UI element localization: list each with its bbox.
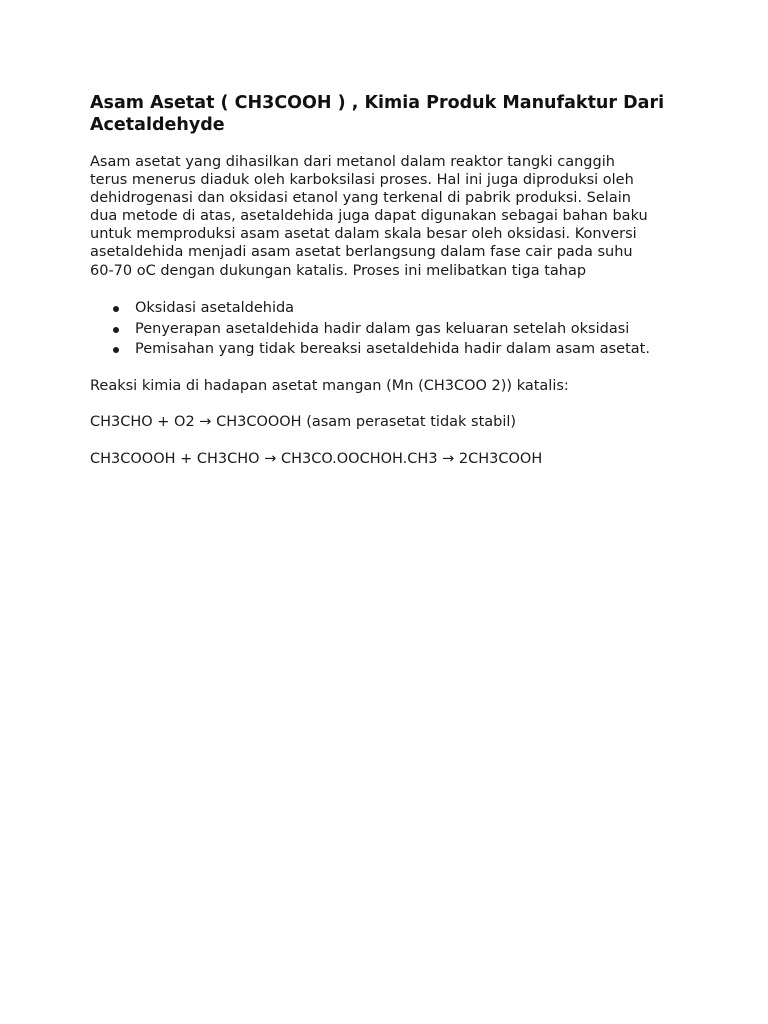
list-item-text: Pemisahan yang tidak bereaksi asetaldehida hadir dalam asam asetat. [135,341,650,357]
bullet-icon [113,306,119,312]
title-line: Acetaldehyde [90,115,225,135]
reaction-intro: Reaksi kimia di hadapan asetat mangan (Mn (CH3COO 2)) katalis: [90,378,569,394]
equation-1: CH3CHO + O2 → CH3COOOH (asam perasetat tidak stabil) [90,414,517,430]
process-steps-list [110,298,650,360]
list-item-text: Penyerapan asetaldehida hadir dalam gas keluaran setelah oksidasi [135,320,630,337]
paragraph-line: terus menerus diaduk oleh karboksilasi proses. Hal ini juga diproduksi oleh [90,172,634,189]
list-item-text: Oksidasi asetaldehida [135,300,295,316]
bullet-icon [113,327,119,333]
list-item [110,298,650,319]
title-line: Asam Asetat ( CH3COOH ) , Kimia Produk Manufaktur Dari [90,93,665,113]
paragraph-line: Asam asetat yang dihasilkan dari metanol dalam reaktor tangki canggih [90,154,615,170]
document-title [90,92,690,136]
list-item [110,319,650,340]
paragraph-line: 60-70 oC dengan dukungan katalis. Proses ini melibatkan tiga tahap [90,262,587,279]
paragraph-line: dua metode di atas, asetaldehida juga dapat digunakan sebagai bahan baku [90,208,648,225]
equation-2: CH3COOOH + CH3CHO → CH3CO.OOCHOH.CH3 → 2CH3COOH [90,451,543,467]
intro-paragraph [90,153,690,280]
list-item [110,339,650,360]
paragraph-line: dehidrogenasi dan oksidasi etanol yang terkenal di pabrik produksi. Selain [90,190,631,207]
paragraph-line: untuk memproduksi asam asetat dalam skala besar oleh oksidasi. Konversi [90,226,637,243]
bullet-icon [113,347,119,353]
paragraph-line: asetaldehida menjadi asam asetat berlangsung dalam fase cair pada suhu [90,244,633,261]
